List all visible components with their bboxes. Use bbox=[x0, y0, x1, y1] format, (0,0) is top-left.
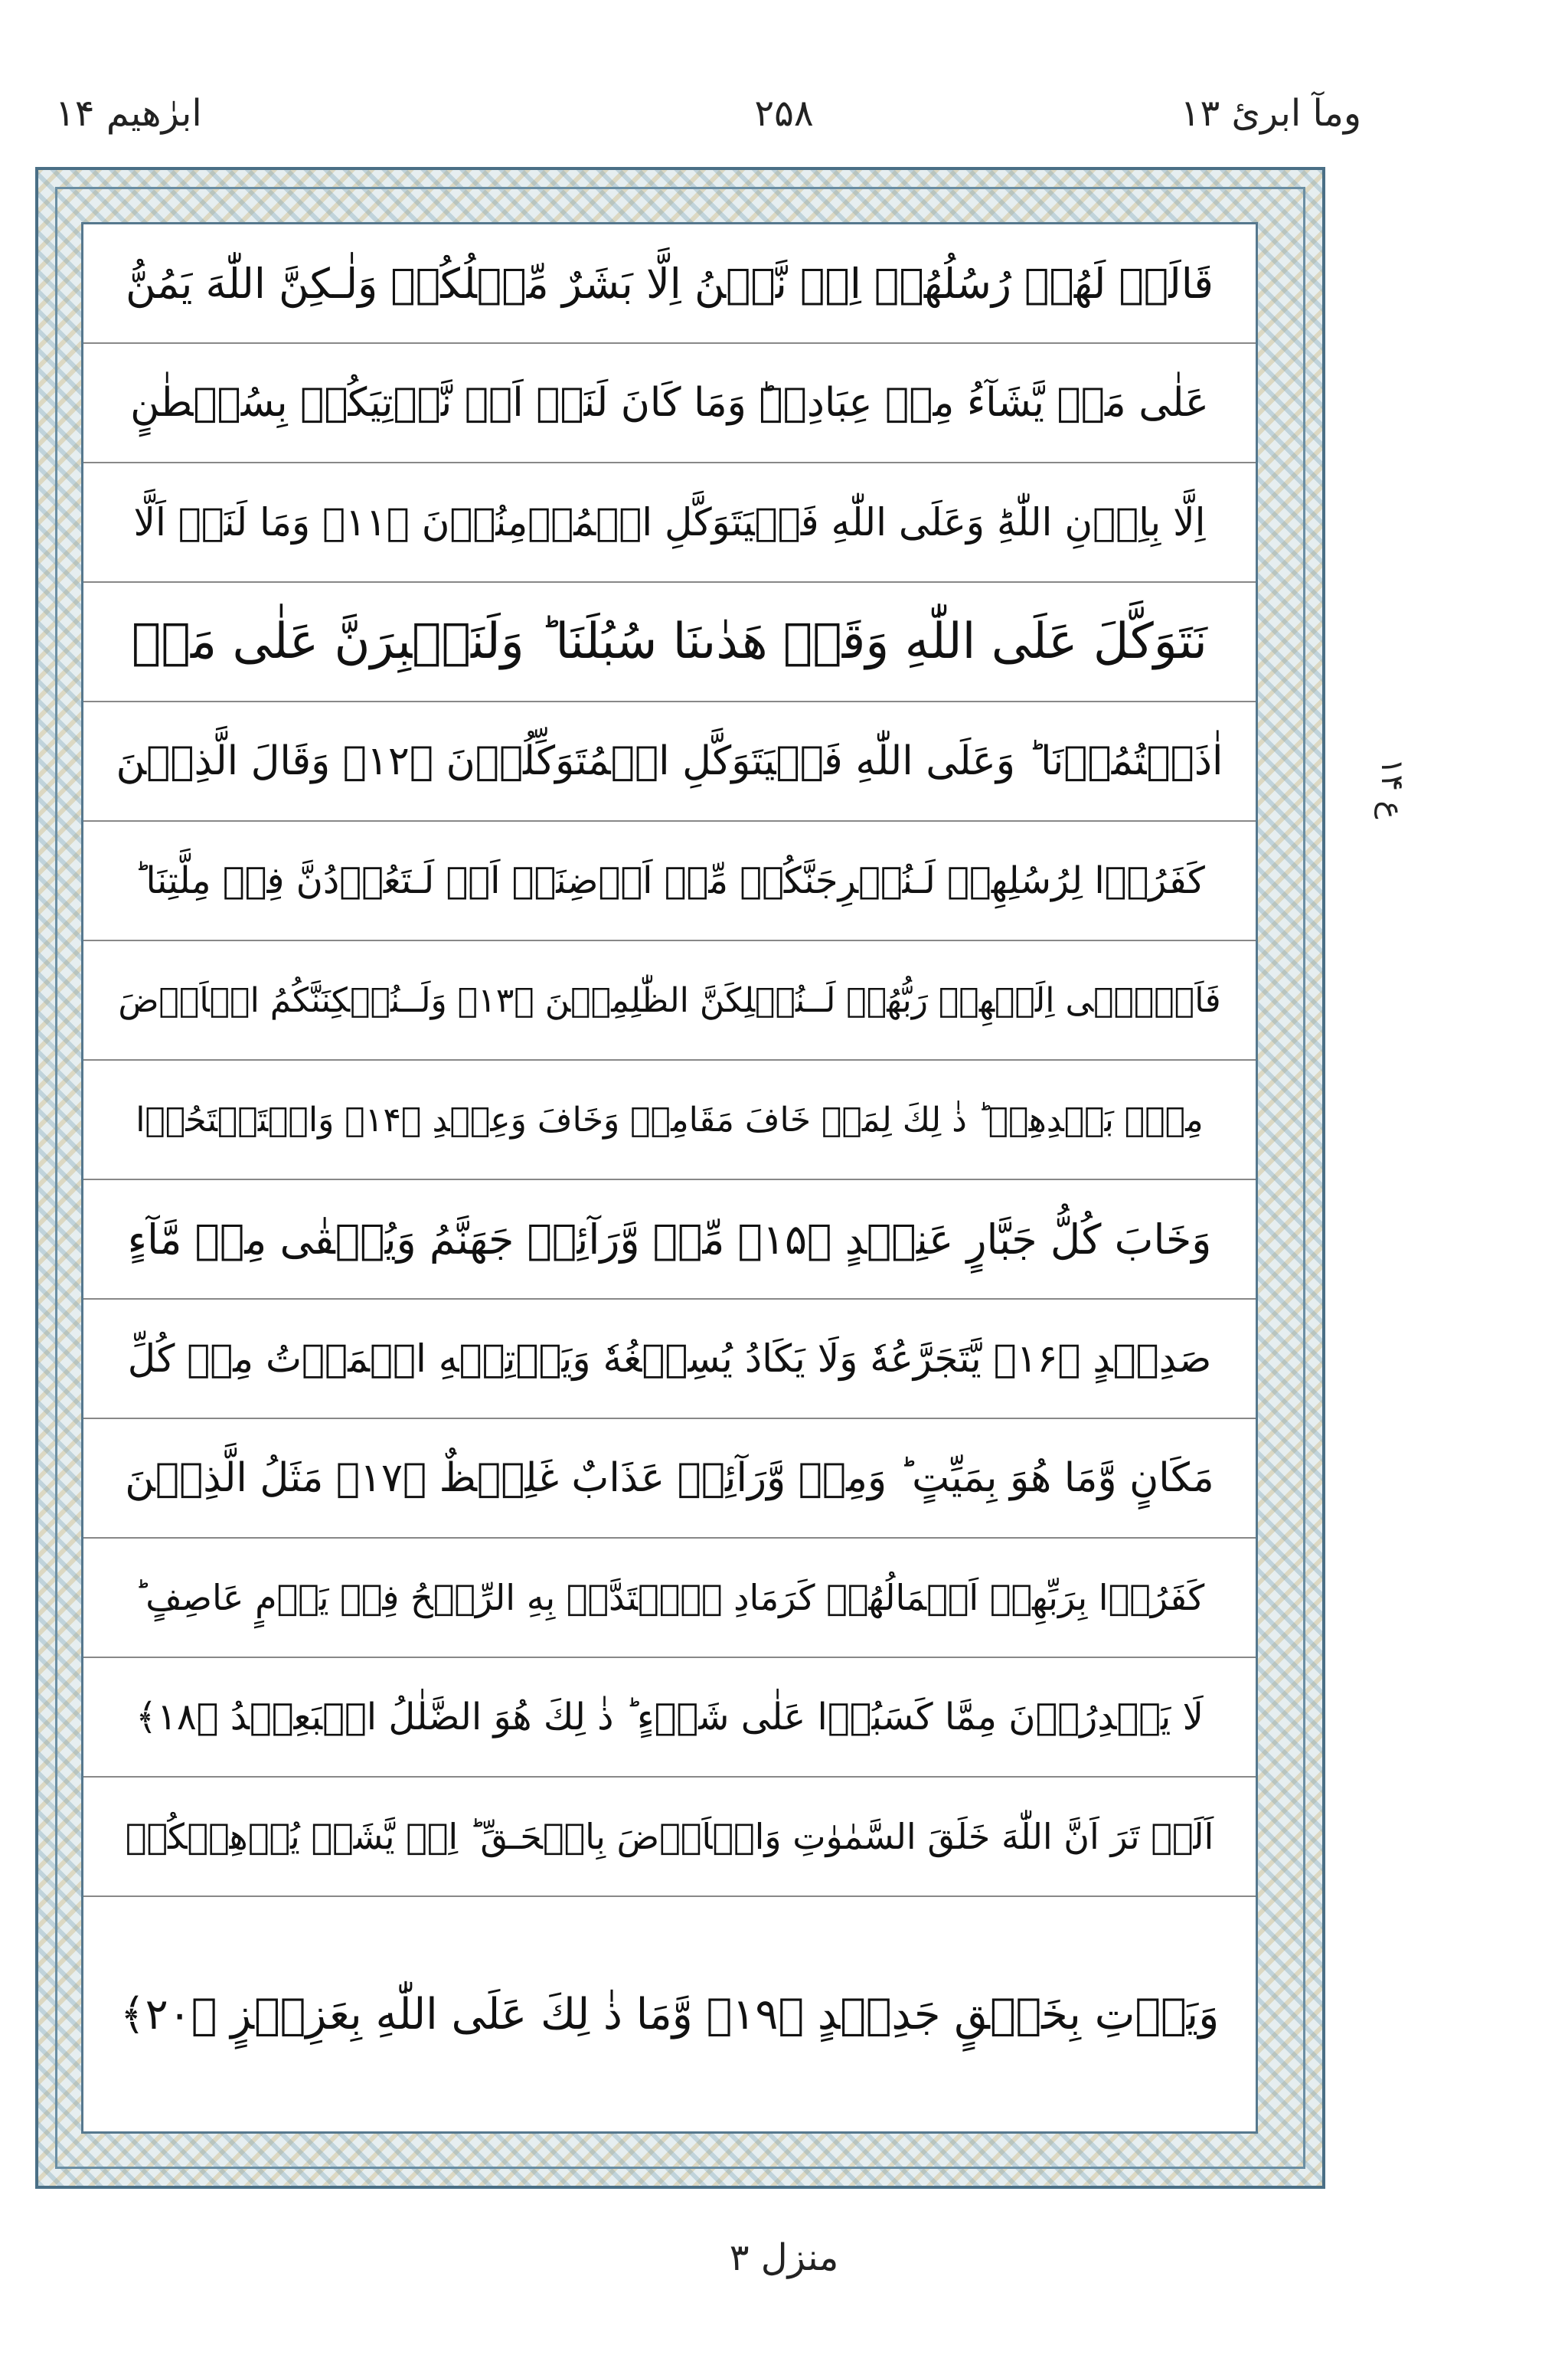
verse-line-text: قَالَتۡ لَهُمۡ رُسُلُهُمۡ اِنۡ نَّحۡنُ اِلَّا بَشَرٌ مِّثۡلُكُمۡ وَلٰـكِنَّ اللّٰهَ يَمُنُّ bbox=[126, 259, 1214, 308]
verse-line-text: صَدِيۡدٍ ﴿۱۶﴾ يَّتَجَرَّعُهٗ وَلَا يَكَادُ يُسِيۡغُهٗ وَيَاۡتِيۡهِ الۡمَوۡتُ مِنۡ كُلِّ bbox=[127, 1336, 1212, 1381]
verse-line bbox=[83, 1419, 1256, 1539]
verse-line bbox=[83, 822, 1256, 941]
verse-line-text: مِنۡۢ بَعۡدِهِمۡ​ ؕ ذٰ لِكَ لِمَنۡ خَافَ مَقَامِىۡ وَخَافَ وَعِيۡدِ ﴿۱۴﴾ وَاسۡتَفۡتَحُوۡا bbox=[136, 1100, 1204, 1140]
verse-line bbox=[83, 1778, 1256, 1897]
verse-line-text: اَلَمۡ تَرَ اَنَّ اللّٰهَ خَلَقَ السَّمٰوٰتِ وَالۡاَرۡضَ بِالۡحَـقِّ​ ؕ اِنۡ يَّشَاۡ يُذۡهِبۡكُمۡ bbox=[125, 1816, 1214, 1857]
verse-line-text: فَاَوۡحٰۤى اِلَيۡهِمۡ رَبُّهُمۡ لَــنُهۡلِكَنَّ الظّٰلِمِيۡنَ ﴿۱۳﴾ وَلَــنُسۡكِنَنَّكُمُ الۡاَرۡضَ bbox=[118, 980, 1221, 1020]
para-name-label: ومآ ابرئ ۱۳ bbox=[1180, 92, 1361, 135]
verse-line-text: وَخَابَ كُلُّ جَبَّارٍ عَنِيۡدٍ ﴿۱۵﴾ مِّنۡ وَّرَآئِهٖ جَهَنَّمُ وَيُسۡقٰى مِنۡ مَّآءٍ bbox=[127, 1215, 1212, 1264]
verse-line-text: كَفَرُوۡا بِرَبِّهِمۡ​ اَعۡمَالُهُمۡ كَرَمَادِ اۨشۡتَدَّتۡ بِهِ الرِّيۡحُ فِىۡ يَوۡمٍ عَاصِفٍ​ ؕ bbox=[134, 1577, 1205, 1618]
ruku-marker: ع ۱۴ bbox=[1374, 758, 1410, 819]
verse-line bbox=[83, 1539, 1256, 1658]
verse-line bbox=[83, 583, 1256, 702]
surah-name-label: ابرٰهیم ۱۴ bbox=[55, 92, 202, 135]
verse-line-text: اٰذَيۡتُمُوۡنَا​ ؕ وَعَلَى اللّٰهِ فَلۡيَتَوَكَّلِ الۡمُتَوَكِّلُوۡنَ ﴿۱۲﴾ وَقَالَ الَّذِيۡنَ bbox=[116, 738, 1223, 784]
page-number: ۲۵۸ bbox=[754, 92, 814, 135]
verse-line-text: مَكَانٍ وَّمَا هُوَ بِمَيِّتٍ​ ؕ وَمِنۡ وَّرَآئِهٖ عَذَابٌ غَلِيۡظٌ ﴿۱۷﴾ مَثَلُ الَّذِيۡنَ bbox=[125, 1455, 1214, 1501]
verse-line-text: وَيَاۡتِ بِخَلۡقٍ جَدِيۡدٍ ﴿۱۹﴾ وَّمَا ذٰ لِكَ عَلَى اللّٰهِ بِعَزِيۡزٍ ﴿۲۰﴾ bbox=[119, 1989, 1220, 2039]
verse-line bbox=[83, 1300, 1256, 1419]
verse-line-text: اِلَّا بِاِذۡنِ اللّٰهِ​ؕ وَعَلَى اللّٰهِ فَلۡيَتَوَكَّلِ الۡمُؤۡمِنُوۡنَ ﴿۱۱﴾ وَمَا لَنَاۤ اَلَّا bbox=[133, 500, 1206, 545]
quran-text-panel bbox=[81, 222, 1258, 2134]
manzil-label: منزل ۳ bbox=[729, 2236, 839, 2279]
verse-line bbox=[83, 344, 1256, 463]
verse-line-text: لَا يَقۡدِرُوۡنَ مِمَّا كَسَبُوۡا عَلٰى شَىۡءٍ​ ؕ ذٰ لِكَ هُوَ الضَّلٰلُ الۡبَعِيۡدُ ﴿۱۸﴾ bbox=[135, 1696, 1204, 1738]
verse-line bbox=[83, 1061, 1256, 1180]
verse-line bbox=[83, 702, 1256, 822]
verse-line-text: كَفَرُوۡا لِرُسُلِهِمۡ لَـنُخۡرِجَنَّكُمۡ مِّنۡ اَرۡضِنَاۤ اَوۡ لَـتَعُوۡدُنَّ فِىۡ مِلَّتِنَا​ ؕ bbox=[134, 859, 1205, 902]
verse-line bbox=[83, 1658, 1256, 1778]
verse-line bbox=[83, 1897, 1256, 2131]
verse-line bbox=[83, 1180, 1256, 1300]
page-header bbox=[0, 84, 1568, 168]
verse-line bbox=[83, 941, 1256, 1061]
verse-line bbox=[83, 224, 1256, 344]
verse-line-text: نَتَوَكَّلَ عَلَى اللّٰهِ وَقَدۡ هَدٰٮنَا سُبُلَنَا​ ؕ وَلَنَصۡبِرَنَّ عَلٰى مَاۤ bbox=[132, 613, 1207, 670]
verse-line bbox=[83, 463, 1256, 583]
verse-line-text: عَلٰى مَنۡ يَّشَآءُ مِنۡ عِبَادِهٖ​ؕ وَمَا كَانَ لَنَاۤ اَنۡ نَّاۡتِيَكُمۡ بِسُلۡطٰنٍ bbox=[130, 380, 1209, 426]
